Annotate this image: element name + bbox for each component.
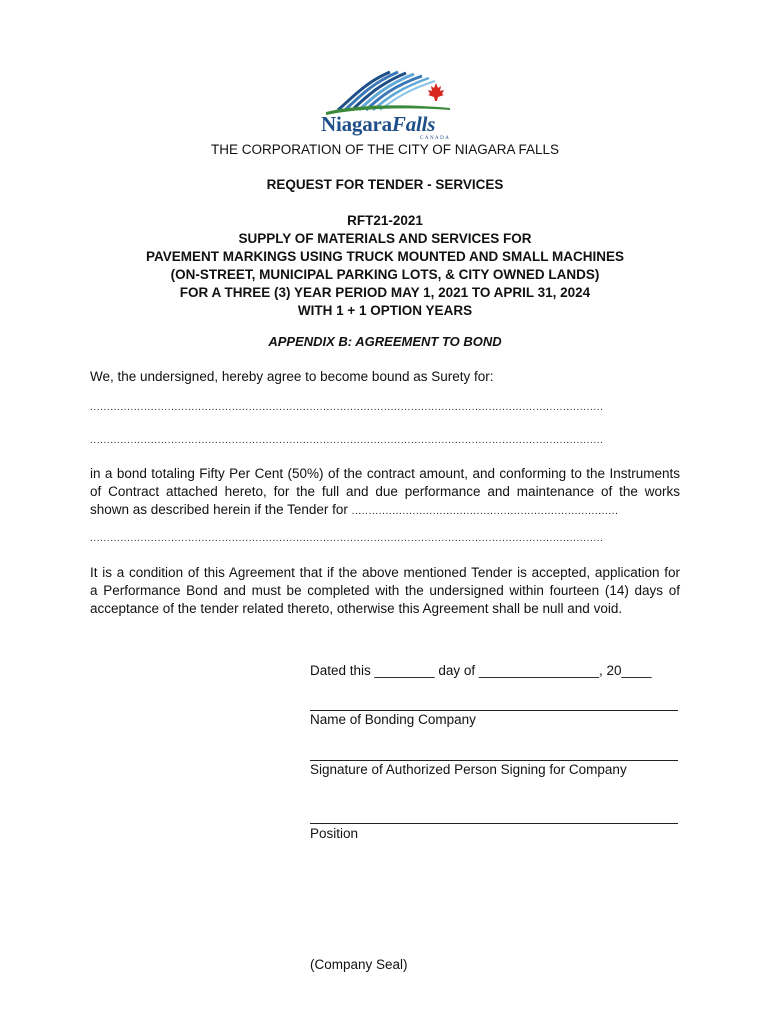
tender-fill-line-2[interactable]: ........................................................................................................................................................ [90,533,604,544]
bond-paragraph [90,465,680,521]
surety-intro-text: We, the undersigned, hereby agree to become bound as Surety for: [90,369,494,384]
surety-fill-line-2[interactable]: ........................................................................................................................................................ [90,435,604,446]
request-for-tender-heading: REQUEST FOR TENDER - SERVICES [266,177,504,192]
tender-title-line: FOR A THREE (3) YEAR PERIOD MAY 1, 2021 TO APRIL 31, 2024 [179,285,591,300]
tender-title-block [0,212,770,320]
tender-title-line: WITH 1 + 1 OPTION YEARS [297,303,473,318]
dated-line[interactable]: Dated this ________ day of ________________, 20____ [310,663,652,678]
tender-title-line: SUPPLY OF MATERIALS AND SERVICES FOR [238,231,532,246]
bond-line: of Contract attached hereto, for the full and due performance and maintenance of the works [90,484,680,499]
condition-paragraph [90,564,680,618]
condition-line: a Performance Bond and must be completed with the undersigned within fourteen (14) days of [90,583,680,598]
logo-wordmark: NiagaraFalls [321,112,436,136]
position-label: Position [310,826,359,841]
bond-line: shown as described herein if the Tender for ............................................................................... [90,502,619,517]
tender-title-line: RFT21-2021 [347,213,423,228]
waterfall-logo-icon [318,68,458,118]
logo-canada-text: CANADA [420,136,451,141]
condition-line: It is a condition of this Agreement that if the above mentioned Tender is accepted, application for [90,565,680,580]
condition-line: acceptance of the tender related thereto, otherwise this Agreement shall be null and void. [90,601,623,616]
bond-line: in a bond totaling Fifty Per Cent (50%) of the contract amount, and conforming to the Instruments [90,466,680,481]
bonding-company-signature-line[interactable] [310,710,678,711]
niagara-falls-logo [318,68,458,144]
company-seal-label: (Company Seal) [310,957,408,972]
tender-title-line: PAVEMENT MARKINGS USING TRUCK MOUNTED AND SMALL MACHINES [146,249,624,264]
position-signature-line[interactable] [310,823,678,824]
authorized-signature-line[interactable] [310,760,678,761]
tender-title-line: (ON-STREET, MUNICIPAL PARKING LOTS, & CITY OWNED LANDS) [170,267,600,282]
maple-leaf-icon [428,83,444,101]
appendix-heading: APPENDIX B: AGREEMENT TO BOND [268,334,502,349]
authorized-signature-label: Signature of Authorized Person Signing for Company [310,762,627,777]
corporation-heading: THE CORPORATION OF THE CITY OF NIAGARA FALLS [210,142,560,157]
tender-fill-line[interactable]: ............................................................................... [351,506,619,517]
bonding-company-label: Name of Bonding Company [310,712,476,727]
surety-fill-line-1[interactable]: ........................................................................................................................................................ [90,402,604,413]
